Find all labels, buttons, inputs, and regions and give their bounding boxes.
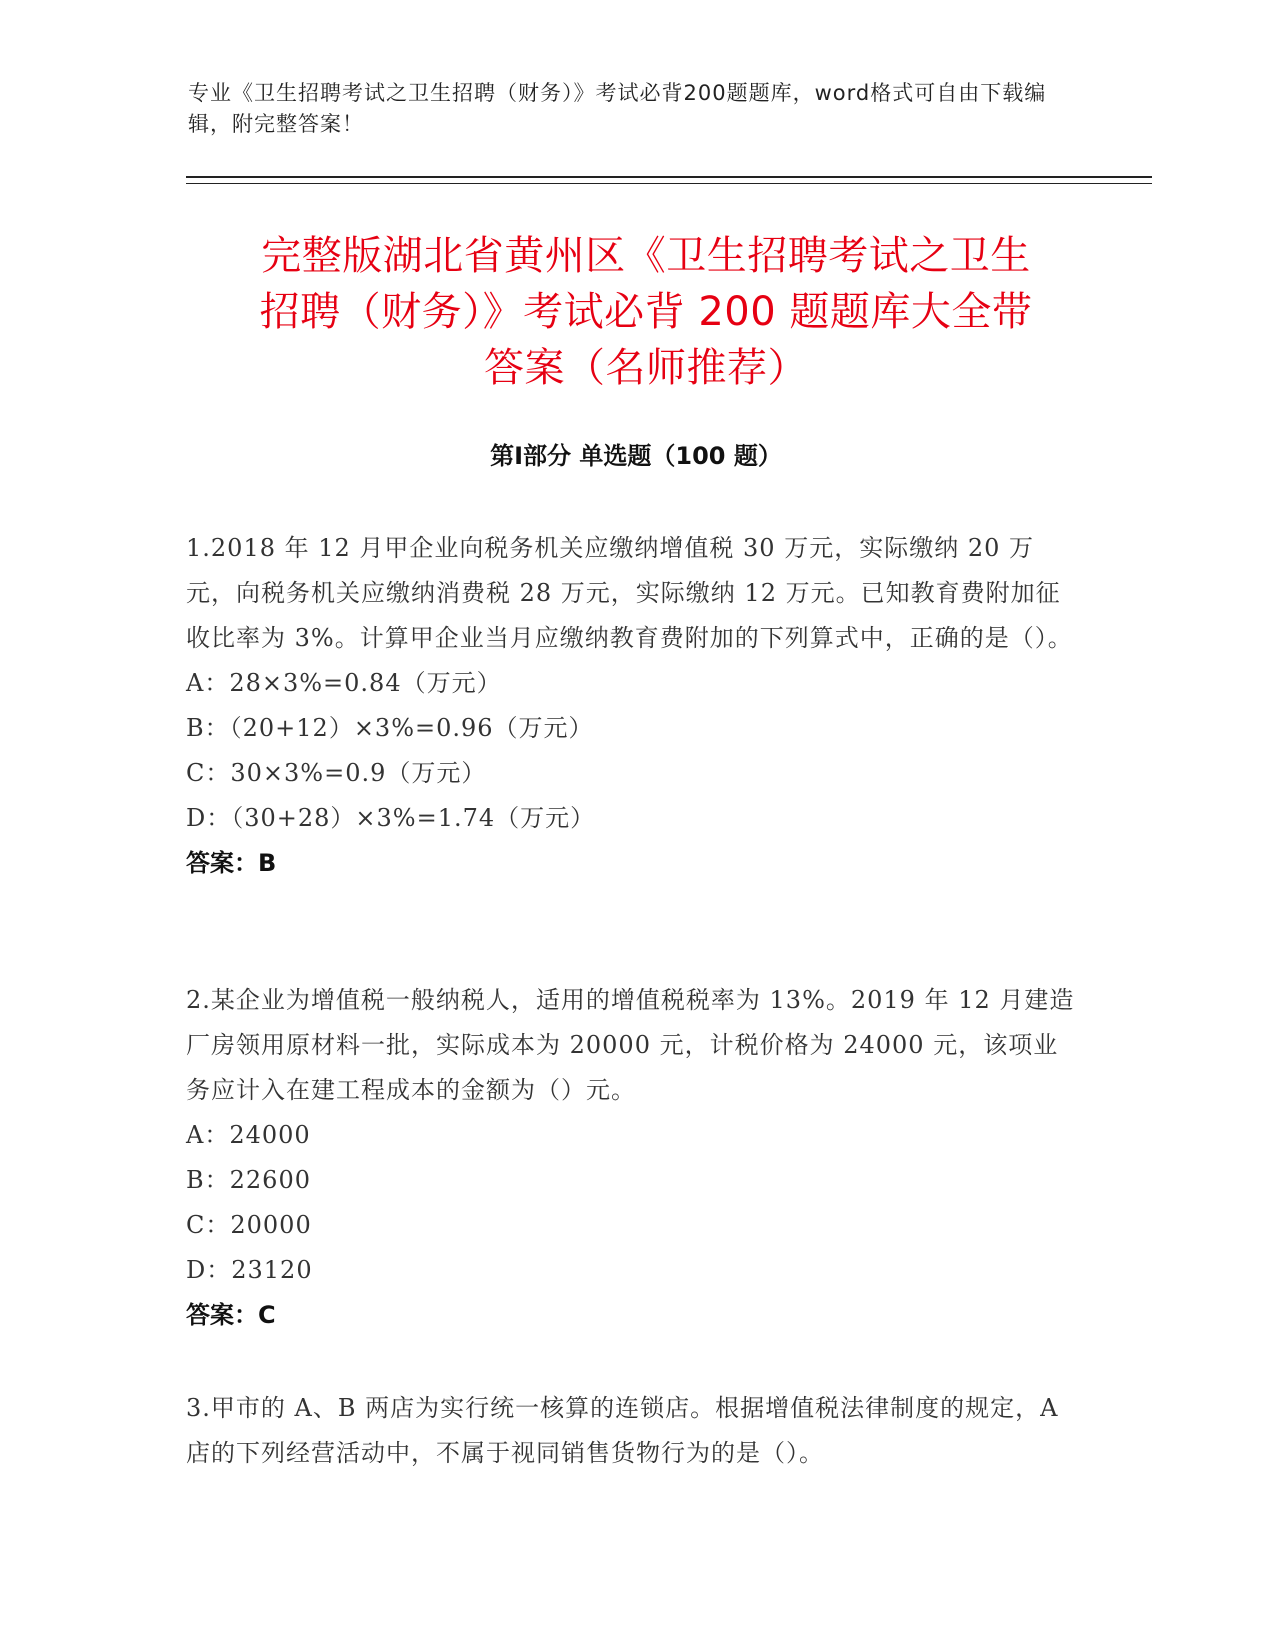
header-rule-thin <box>186 183 1152 184</box>
question-item <box>186 526 1081 886</box>
option-b: B：（20+12）×3%=0.96（万元） <box>186 714 594 742</box>
answer-text: 答案：B <box>186 849 277 877</box>
header-rule-thick <box>186 176 1152 178</box>
question-stem: 1.2018 年 12 月甲企业向税务机关应缴纳增值税 30 万元，实际缴纳 20 万元，向税务机关应缴纳消费税 28 万元，实际缴纳 12 万元。已知教育费附加征收比率为 3%。计算甲企业当月应缴纳教育费附加的下列算式中，正确的是（）。 <box>186 534 1073 652</box>
question-stem: 2.某企业为增值税一般纳税人，适用的增值税税率为 13%。2019 年 12 月建造厂房领用原材料一批，实际成本为 20000 元，计税价格为 24000 元，该项业务应计入在建工程成本的金额为（）元。 <box>186 986 1075 1104</box>
title-line-3: 答案（名师推荐） <box>484 345 808 391</box>
option-b: B：22600 <box>186 1166 311 1194</box>
question-stem: 3.甲市的 A、B 两店为实行统一核算的连锁店。根据增值税法律制度的规定，A 店的下列经营活动中，不属于视同销售货物行为的是（）。 <box>186 1394 1059 1467</box>
section-heading: 第Ⅰ部分 单选题（100 题） <box>490 442 782 470</box>
header-note: 专业《卫生招聘考试之卫生招聘（财务）》考试必背200题题库，word格式可自由下载编辑，附完整答案！ <box>188 81 1047 136</box>
answer-text: 答案：C <box>186 1301 276 1329</box>
option-d: D：（30+28）×3%=1.74（万元） <box>186 804 596 832</box>
option-d: D：23120 <box>186 1256 313 1284</box>
option-a: A：24000 <box>186 1121 311 1149</box>
title-line-2: 招聘（财务）》考试必背 200 题题库大全带 <box>259 289 1033 335</box>
title-line-1: 完整版湖北省黄州区《卫生招聘考试之卫生 <box>261 233 1031 279</box>
option-a: A：28×3%=0.84（万元） <box>186 669 502 697</box>
option-c: C：30×3%=0.9（万元） <box>186 759 487 787</box>
option-c: C：20000 <box>186 1211 312 1239</box>
document-title <box>186 228 1106 396</box>
question-item <box>186 978 1081 1338</box>
question-item <box>186 1386 1081 1476</box>
